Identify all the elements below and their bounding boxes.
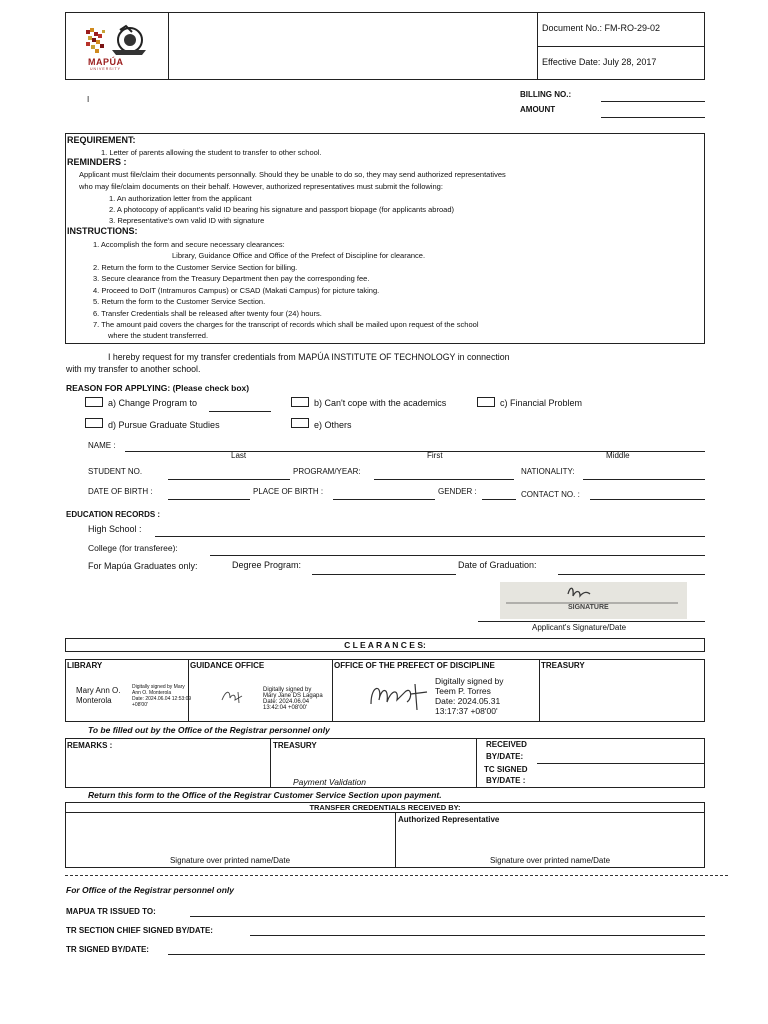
name-middle-caption: Middle [606,451,630,460]
checkbox-cant-cope[interactable] [291,397,309,407]
treasury-header: TREASURY [541,661,585,670]
gender-label: GENDER : [438,487,477,496]
reason-d-label: d) Pursue Graduate Studies [108,420,220,430]
reminders-line-1: Applicant must file/claim their documents personnally. Should they be unable to do so, they may send authorized representatives [79,170,506,179]
school-logo [82,24,152,72]
name-first-caption: First [427,451,443,460]
instruction-2: 2. Return the form to the Customer Service Section for billing. [93,263,298,272]
checkbox-financial[interactable] [477,397,495,407]
checkbox-graduate-studies[interactable] [85,418,103,428]
college-field[interactable] [210,555,705,556]
reminders-title: REMINDERS : [67,157,127,167]
registrar-treasury-label: TREASURY [273,741,317,750]
amount-label: AMOUNT [520,105,556,114]
contact-label: CONTACT NO. : [521,490,580,499]
program-field[interactable] [374,479,514,480]
prefect-digital-sig-3: Date: 2024.05.31 [435,696,501,706]
billing-no-label: BILLING NO.: [520,90,572,99]
pob-field[interactable] [333,499,435,500]
tr-issued-label: MAPUA TR ISSUED TO: [66,907,156,916]
graduation-date-label: Date of Graduation: [458,560,537,570]
header-divider-left [168,12,169,80]
document-number: Document No.: FM-RO-29-02 [542,23,661,33]
instruction-1: 1. Accomplish the form and secure necessary clearances: [93,240,285,249]
reminders-item-3: 3. Representative's own valid ID with signature [109,216,265,225]
guidance-signature-scribble [218,688,252,706]
library-signer-name-2: Monterola [76,696,112,705]
degree-program-label: Degree Program: [232,560,302,570]
signature-stamp-label: SIGNATURE [568,604,609,611]
instruction-3: 3. Secure clearance from the Treasury Department then pay the corresponding fee. [93,274,370,283]
rep-signature-caption: Signature over printed name/Date [489,856,611,865]
library-digital-sig-2: Ann O. Monterola [132,690,172,696]
instruction-7: 7. The amount paid covers the charges for the transcript of records which shall be mailed upon request of the school [93,320,479,329]
pob-label: PLACE OF BIRTH : [253,487,324,496]
received-by-date-label: BY/DATE: [486,752,524,761]
library-signer-name-1: Mary Ann O. [76,686,121,695]
program-label: PROGRAM/YEAR: [293,467,361,476]
education-title: EDUCATION RECORDS : [66,510,161,519]
registrar-divider-1 [270,738,271,788]
return-form-note: Return this form to the Office of the Registrar Customer Service Section upon payment. [88,790,442,800]
instruction-7b: where the student transferred. [108,331,209,340]
reason-e-label: e) Others [314,420,352,430]
clearances-divider-1 [188,659,189,722]
received-label: RECEIVED [486,740,527,749]
name-label: NAME : [88,441,116,450]
guidance-digital-sig-4: 13:42:04 +08'00' [263,705,308,711]
prefect-digital-sig-4: 13:17:37 +08'00' [435,706,498,716]
reason-b-label: b) Can't cope with the academics [314,398,447,408]
request-line-2: with my transfer to another school. [66,364,201,374]
student-signature-caption: Signature over printed name/Date [169,856,291,865]
instruction-5: 5. Return the form to the Customer Service Section. [93,297,266,306]
dob-label: DATE OF BIRTH : [88,487,153,496]
mapua-grad-label: For Mapúa Graduates only: [88,561,198,571]
clearances-divider-2 [332,659,333,722]
applicant-signature-caption: Applicant's Signature/Date [532,623,627,632]
library-digital-sig-4: +08'00' [132,702,148,708]
effective-date: Effective Date: July 28, 2017 [542,57,657,67]
graduation-date-field[interactable] [558,574,705,575]
prefect-header: OFFICE OF THE PREFECT OF DISCIPLINE [334,661,495,670]
high-school-field[interactable] [155,536,705,537]
school-name: MAPÚA [88,57,124,67]
clearances-title: C L E A R A N C E S: [344,640,426,650]
billing-no-field[interactable] [601,101,705,102]
applicant-signature-image [500,582,687,619]
registrar-only-note: For Office of the Registrar personnel only [66,885,234,895]
instructions-title: INSTRUCTIONS: [67,226,138,236]
guidance-digital-sig-3: Date: 2024.06.04 [263,699,310,705]
registrar-fill-note: To be filled out by the Office of the Registrar personnel only [88,725,330,735]
checkbox-others[interactable] [291,418,309,428]
school-tagline: UNIVERSITY [90,67,122,71]
college-label: College (for transferee): [88,543,178,553]
prefect-digital-sig-2: Teem P. Torres [435,686,491,696]
prefect-signature-scribble [367,678,431,714]
prefect-digital-sig-1: Digitally signed by [435,676,504,686]
guidance-digital-sig-1: Digitally signed by [263,687,312,693]
tr-issued-field[interactable] [190,916,705,917]
received-by-date-field[interactable] [537,763,705,764]
tr-signed-field[interactable] [168,954,705,955]
cut-line [65,875,728,876]
change-program-field[interactable] [209,411,271,412]
reason-title: REASON FOR APPLYING: (Please check box) [66,383,250,393]
contact-field[interactable] [590,499,705,500]
checkbox-change-program[interactable] [85,397,103,407]
gender-field[interactable] [482,499,516,500]
applicant-signature-line[interactable] [478,621,705,622]
instruction-4: 4. Proceed to DoIT (Intramuros Campus) or CSAD (Makati Campus) for picture taking. [93,286,380,295]
student-no-label: STUDENT NO. [88,467,143,476]
tr-section-chief-field[interactable] [250,935,705,936]
tc-signed-label: TC SIGNED [484,765,528,774]
reminders-item-1: 1. An authorization letter from the applicant [109,194,252,203]
instruction-6: 6. Transfer Credentials shall be released after twenty four (24) hours. [93,309,322,318]
requirement-item-1: 1. Letter of parents allowing the student to transfer to other school. [101,148,322,157]
dob-field[interactable] [168,499,250,500]
reason-a-label: a) Change Program to [108,398,198,408]
library-digital-sig-1: Digitally signed by Mary [132,684,185,690]
registrar-divider-2 [476,738,477,788]
degree-program-field[interactable] [312,574,456,575]
instruction-1b: Library, Guidance Office and Office of the Prefect of Discipline for clearance. [172,251,426,260]
payment-validation-label: Payment Validation [293,777,366,787]
guidance-digital-sig-2: Mary Jane DS Lagapa [263,693,323,699]
tr-signed-label: TR SIGNED BY/DATE: [66,945,149,954]
reason-c-label: c) Financial Problem [500,398,583,408]
library-digital-sig-3: Date: 2024.06.04 12:53:09 [132,696,192,702]
tr-section-chief-label: TR SECTION CHIEF SIGNED BY/DATE: [66,926,213,935]
clearances-divider-3 [539,659,540,722]
amount-field[interactable] [601,117,705,118]
requirement-title: REQUIREMENT: [67,135,136,145]
guidance-header: GUIDANCE OFFICE [190,661,265,670]
stray-mark: I [87,95,90,104]
tc-by-date-label: BY/DATE : [486,776,526,785]
request-line-1: I hereby request for my transfer credentials from MAPÚA INSTITUTE OF TECHNOLOGY in connection [108,352,510,362]
nationality-field[interactable] [583,479,705,480]
high-school-label: High School : [88,524,142,534]
student-no-field[interactable] [168,479,290,480]
name-last-caption: Last [231,451,247,460]
reminders-line-2: who may file/claim documents on their behalf. However, authorized representatives must submit the following: [79,182,443,191]
header-divider-mid [537,46,705,47]
reminders-item-2: 2. A photocopy of applicant's valid ID bearing his signature and passport biopage (for applicants abroad) [109,205,454,214]
library-header: LIBRARY [67,661,103,670]
nationality-label: NATIONALITY: [521,467,575,476]
remarks-label: REMARKS : [67,741,113,750]
transfer-credentials-title: TRANSFER CREDENTIALS RECEIVED BY: [309,803,461,812]
authorized-rep-label: Authorized Representative [398,815,500,824]
